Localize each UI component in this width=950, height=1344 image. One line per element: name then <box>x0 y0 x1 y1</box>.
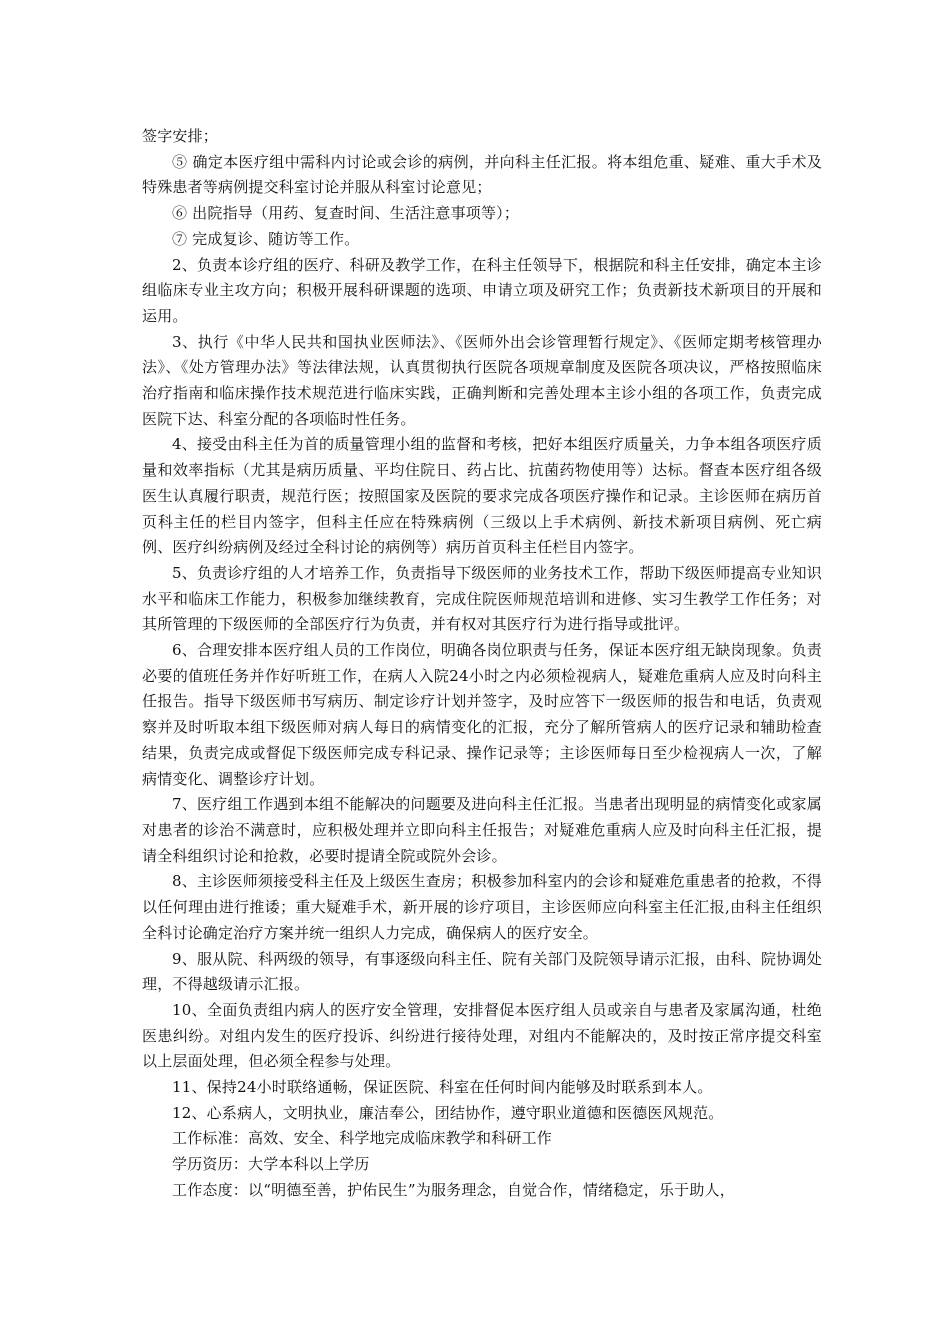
paragraph: 4、接受由科主任为首的质量管理小组的监督和考核，把好本组医疗质量关，力争本组各项医疗质量和效率指标（尤其是病历质量、平均住院日、药占比、抗菌药物使用等）达标。督查本医疗组各级医生认真履行职责，规范行医；按照国家及医院的要求完成各项医疗操作和记录。主诊医师在病历首页科主任的栏目内签字，但科主任应在特殊病例（三级以上手术病例、新技术新项目病例、死亡病例、医疗纠纷病例及经过全科讨论的病例等）病历首页科主任栏目内签字。 <box>142 435 822 557</box>
paragraph: 10、全面负责组内病人的医疗安全管理，安排督促本医疗组人员或亲自与患者及家属沟通，杜绝医患纠纷。对组内发生的医疗投诉、纠纷进行接待处理，对组内不能解决的，及时按正常序提交科室以上层面处理，但必须全程参与处理。 <box>142 1000 822 1071</box>
paragraph: 12、心系病人，文明执业，廉洁奉公，团结协作，遵守职业道德和医德医风规范。 <box>172 1103 724 1122</box>
document-body <box>142 124 822 1204</box>
paragraph: 学历资历：大学本科以上学历 <box>172 1155 370 1174</box>
paragraph: 8、主诊医师须接受科主任及上级医生查房；积极参加科室内的会诊和疑难危重患者的抢救，不得以任何理由进行推诿；重大疑难手术，新开展的诊疗项目，主诊医师应向科室主任汇报,由科主任组织全科讨论确定治疗方案并统一组织人力完成，确保病人的医疗安全。 <box>142 872 822 942</box>
paragraph: 签字安排； <box>142 127 219 145</box>
paragraph: 9、服从院、科两级的领导，有事逐级向科主任、院有关部门及院领导请示汇报，由科、院协调处理，不得越级请示汇报。 <box>142 949 822 994</box>
paragraph: ⑦ 完成复诊、随访等工作。 <box>172 229 360 248</box>
paragraph: 工作标准：高效、安全、科学地完成临床教学和科研工作 <box>172 1129 553 1148</box>
paragraph: 6、合理安排本医疗组人员的工作岗位，明确各岗位职责与任务，保证本医疗组无缺岗现象。负责必要的值班任务并作好听班工作，在病人入院24小时之内必须检视病人，疑难危重病人应及时向科主任报告。指导下级医师书写病历、制定诊疗计划并签字，及时应答下一级医师的报告和电话，负责观察并及时听取本组下级医师对病人每日的病情变化的汇报，充分了解所管病人的医疗记录和辅助检查结果，负责完成或督促下级医师完成专科记录、操作记录等；主诊医师每日至少检视病人一次，了解病情变化、调整诊疗计划。 <box>142 641 822 788</box>
paragraph: 11、保持24小时联络通畅，保证医院、科室在任何时间内能够及时联系到本人。 <box>172 1078 713 1097</box>
paragraph: 3、执行《中华人民共和国执业医师法》、《医师外出会诊管理暂行规定》、《医师定期考核管理办法》、《处方管理办法》等法律法规，认真贯彻执行医院各项规章制度及医院各项决议，严格按照临床治疗指南和临床操作技术规范进行临床实践，正确判断和完善处理本主诊小组的各项工作，负责完成医院下达、科室分配的各项临时性任务。 <box>142 332 822 428</box>
paragraph: ⑥ 出院指导（用药、复查时间、生活注意事项等）； <box>172 204 520 223</box>
paragraph: 工作态度：以“明德至善，护佑民生”为服务理念，自觉合作，情绪稳定，乐于助人， <box>172 1180 735 1199</box>
paragraph: 2、负责本诊疗组的医疗、科研及教学工作，在科主任领导下，根据院和科主任安排，确定本主诊组临床专业主攻方向；积极开展科研课题的选项、申请立项及研究工作；负责新技术新项目的开展和运用。 <box>142 255 822 325</box>
paragraph: 5、负责诊疗组的人才培养工作，负责指导下级医师的业务技术工作，帮助下级医师提高专业知识水平和临床工作能力，积极参加继续教育，完成住院医师规范培训和进修、实习生教学工作任务；对其所管理的下级医师的全部医疗行为负责，并有权对其医疗行为进行指导或批评。 <box>142 563 822 634</box>
paragraph: 7、医疗组工作遇到本组不能解决的问题要及进向科主任汇报。当患者出现明显的病情变化或家属对患者的诊治不满意时，应积极处理并立即向科主任报告；对疑难危重病人应及时向科主任汇报，提请全科组织讨论和抢救，必要时提请全院或院外会诊。 <box>142 795 822 865</box>
paragraph: ⑤ 确定本医疗组中需科内讨论或会诊的病例，并向科主任汇报。将本组危重、疑难、重大手术及特殊患者等病例提交科室讨论并服从科室讨论意见； <box>142 152 822 197</box>
